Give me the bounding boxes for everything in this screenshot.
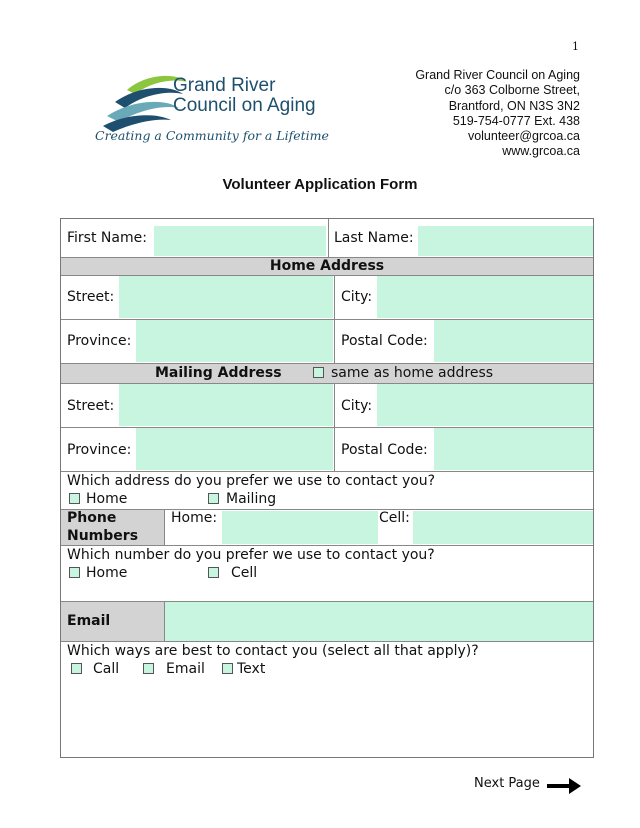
number-pref-home-label: Home <box>86 565 128 581</box>
form-title: Volunteer Application Form <box>222 176 418 193</box>
next-page-label[interactable]: Next Page <box>474 776 540 791</box>
contact-email-label: Email <box>166 661 205 677</box>
address-pref-question: Which address do you prefer we use to contact you? <box>67 473 436 489</box>
contact-text-label: Text <box>237 661 266 677</box>
contact-call-label: Call <box>93 661 120 677</box>
contact-address2: Brantford, ON N3S 3N2 <box>448 98 580 113</box>
home-city-field[interactable] <box>377 276 593 318</box>
home-postal-label: Postal Code: <box>341 333 428 349</box>
contact-call-checkbox[interactable] <box>71 663 82 674</box>
contact-email[interactable]: volunteer@grcoa.ca <box>467 129 580 144</box>
logo-name-line1: Grand River <box>173 75 276 96</box>
home-street-field[interactable] <box>119 276 333 318</box>
mailing-province-label: Province: <box>67 442 132 458</box>
home-address-header: Home Address <box>269 258 385 274</box>
home-province-label: Province: <box>67 333 132 349</box>
address-pref-home-checkbox[interactable] <box>69 493 80 504</box>
contact-text-checkbox[interactable] <box>222 663 233 674</box>
first-name-field[interactable] <box>154 226 326 256</box>
cell-phone-field[interactable] <box>413 511 593 544</box>
home-city-label: City: <box>341 289 373 305</box>
mailing-city-label: City: <box>341 398 373 414</box>
arrow-right-icon[interactable] <box>547 778 581 794</box>
last-name-field[interactable] <box>418 226 593 256</box>
home-province-field[interactable] <box>136 320 333 362</box>
same-as-home-checkbox[interactable] <box>313 367 324 378</box>
contact-org: Grand River Council on Aging <box>415 68 580 82</box>
last-name-label: Last Name: <box>334 230 414 246</box>
phone-numbers-label-line1: Phone <box>67 510 117 526</box>
home-street-label: Street: <box>67 289 115 305</box>
number-pref-cell-label: Cell <box>231 565 258 581</box>
number-pref-home-checkbox[interactable] <box>69 567 80 578</box>
contact-block <box>415 68 580 160</box>
logo-tagline: Creating a Community for a Lifetime <box>95 128 329 143</box>
same-as-home-label: same as home address <box>331 365 494 381</box>
number-pref-cell-checkbox[interactable] <box>208 567 219 578</box>
address-pref-home-label: Home <box>86 491 128 507</box>
volunteer-form <box>60 218 594 758</box>
mailing-postal-field[interactable] <box>434 428 593 470</box>
contact-phone: 519-754-0777 Ext. 438 <box>452 113 580 128</box>
contact-website[interactable]: www.grcoa.ca <box>502 144 580 159</box>
first-name-label: First Name: <box>67 230 147 246</box>
mailing-address-header: Mailing Address <box>155 365 282 381</box>
email-label: Email <box>67 613 111 629</box>
address-pref-mailing-label: Mailing <box>226 491 277 507</box>
number-pref-question: Which number do you prefer we use to contact you? <box>67 547 435 563</box>
cell-phone-label: Cell: <box>379 510 410 526</box>
page-number: 1 <box>572 40 579 53</box>
mailing-city-field[interactable] <box>377 384 593 426</box>
home-phone-field[interactable] <box>222 511 378 544</box>
home-phone-label: Home: <box>171 510 218 526</box>
mailing-province-field[interactable] <box>136 428 333 470</box>
phone-numbers-label-line2: Numbers <box>67 528 139 544</box>
email-field[interactable] <box>165 602 593 641</box>
mailing-postal-label: Postal Code: <box>341 442 428 458</box>
contact-address1: c/o 363 Colborne Street, <box>444 83 580 98</box>
contact-email-checkbox[interactable] <box>143 663 154 674</box>
address-pref-mailing-checkbox[interactable] <box>208 493 219 504</box>
mailing-street-label: Street: <box>67 398 115 414</box>
contact-ways-question: Which ways are best to contact you (select all that apply)? <box>67 643 479 659</box>
home-postal-field[interactable] <box>434 320 593 362</box>
mailing-street-field[interactable] <box>119 384 333 426</box>
logo-name-line2: Council on Aging <box>173 95 316 116</box>
